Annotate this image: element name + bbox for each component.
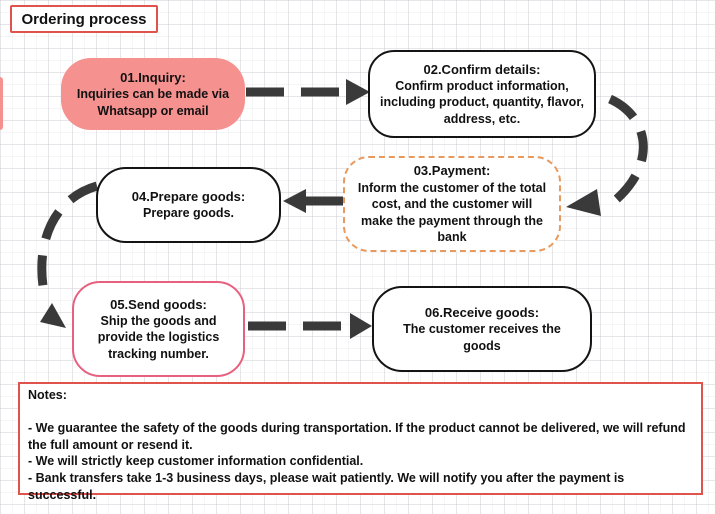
flow-node-02-confirm-details (368, 50, 596, 138)
notes-heading: Notes: (28, 388, 67, 402)
node-body: Ship the goods and provide the logistics tracking number. (97, 313, 220, 361)
flow-node-03-payment (343, 156, 561, 252)
arrow-03-to-04 (283, 189, 343, 213)
note-item: - We will strictly keep customer information confidential. (28, 454, 364, 469)
flow-node-04-prepare-goods (96, 167, 281, 243)
node-body: Inform the customer of the total cost, and the customer will make the payment through the bank (357, 180, 547, 245)
page-title-label: Ordering process (21, 10, 147, 28)
node-body: Prepare goods. (143, 206, 234, 221)
node-body: Confirm product information, including product, quantity, flavor, address, etc. (380, 78, 584, 126)
node-title: 02.Confirm details: (423, 61, 541, 77)
node-title: 06.Receive goods: (424, 304, 540, 320)
note-item: - We guarantee the safety of the goods during transportation. If the product cannot be delivered, we will refund the full amount or resend it. (28, 420, 686, 452)
node-title: 03.Payment: (413, 163, 491, 179)
arrow-05-to-06 (248, 313, 372, 339)
note-item: - Bank transfers take 1-3 business days, please wait patiently. We will notify you after the payment is successful. (28, 471, 625, 502)
flow-node-05-send-goods (72, 281, 245, 377)
arrow-01-to-02 (246, 79, 370, 105)
node-title: 01.Inquiry: (120, 69, 186, 85)
node-body: Inquiries can be made via Whatsapp or email (76, 87, 230, 118)
node-title: 04.Prepare goods: (131, 189, 246, 205)
flow-node-06-receive-goods (372, 286, 592, 372)
node-title: 05.Send goods: (110, 296, 207, 312)
notes-box (18, 382, 703, 502)
node-body: The customer receives the goods (403, 322, 561, 353)
flow-node-01-inquiry (61, 58, 245, 130)
